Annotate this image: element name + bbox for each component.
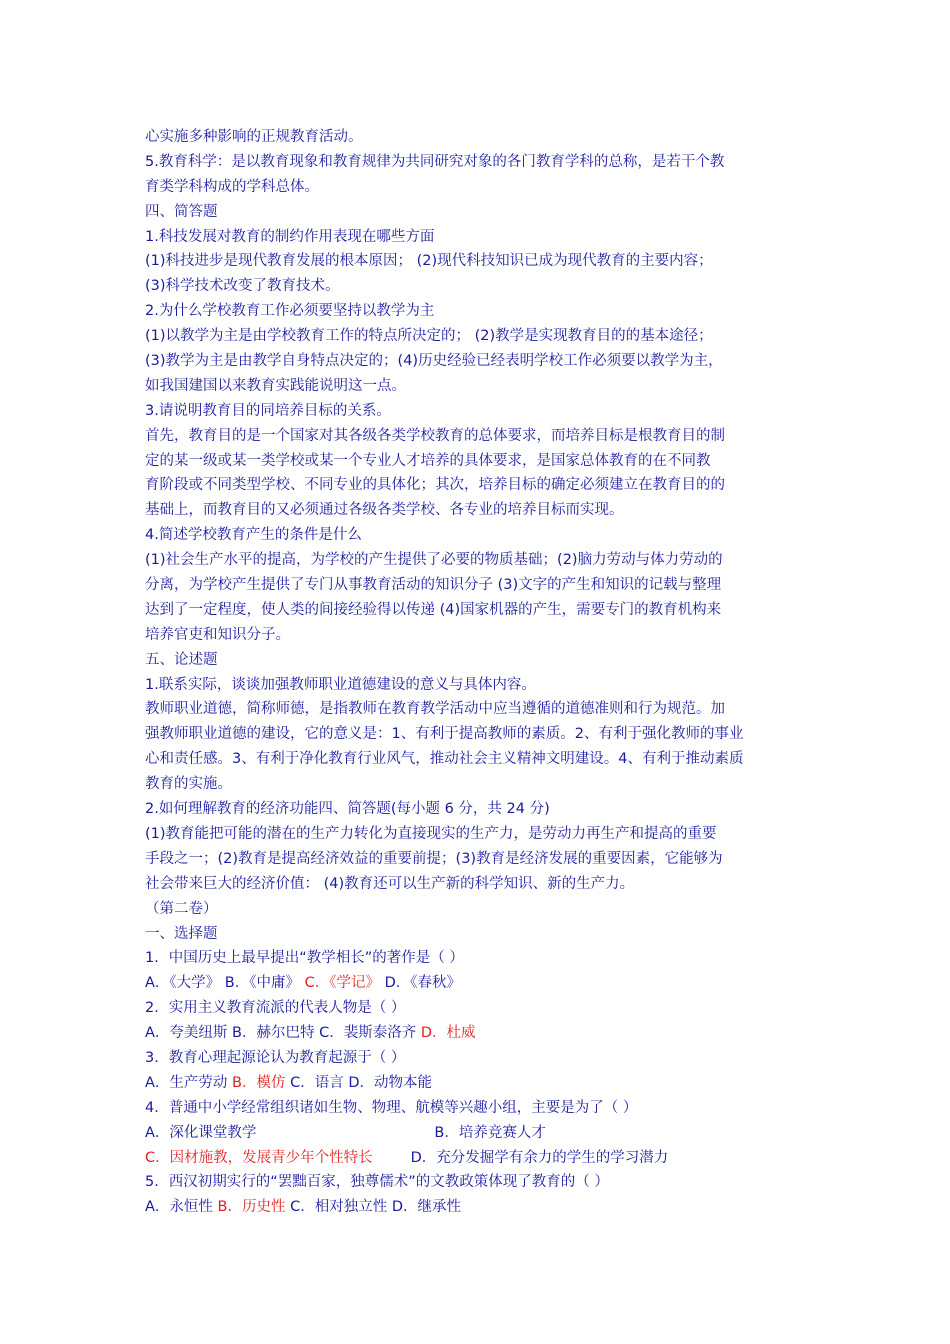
q1-option-c-answer: C．《学记》: [304, 975, 385, 992]
q2-stem: 2．实用主义教育流派的代表人物是（ ）: [145, 1000, 406, 1017]
q2-option-c: C．裴斯泰洛齐: [319, 1025, 421, 1042]
text-line: 一、选择题: [145, 925, 218, 942]
text-line: 社会带来巨大的经济价值： (4)教育还可以生产新的科学知识、新的生产力。: [145, 875, 635, 892]
text-line: 2.为什么学校教育工作必须要坚持以教学为主: [145, 303, 435, 320]
q2-option-b: B．赫尔巴特: [232, 1025, 320, 1042]
q5-option-d: D．继承性: [391, 1199, 461, 1216]
text-line: 教师职业道德，简称师德，是指教师在教育教学活动中应当遵循的道德准则和行为规范。加: [145, 701, 725, 718]
q3-option-c: C．语言: [290, 1074, 349, 1091]
text-line: 教育的实施。: [145, 776, 232, 793]
text-line: 1.科技发展对教育的制约作用表现在哪些方面: [145, 228, 435, 245]
text-line: 强教师职业道德的建设，它的意义是：1、有利于提高教师的素质。2、有利于强化教师的事业: [145, 726, 744, 743]
text-line: 2.如何理解教育的经济功能四、简答题(每小题 6 分，共 24 分): [145, 801, 550, 818]
q4-option-c-answer: C．因材施教，发展青少年个性特长: [145, 1149, 373, 1166]
q3-option-b-answer: B．模仿: [232, 1074, 291, 1091]
text-line: 育阶段或不同类型学校、不同专业的具体化；其次，培养目标的确定必须建立在教育目的的: [145, 477, 725, 494]
text-line: 心和责任感。3、有利于净化教育行业风气，推动社会主义精神文明建设。4、有利于推动素质: [145, 751, 744, 768]
text-line: 育类学科构成的学科总体。: [145, 178, 319, 195]
q4-option-a: A．深化课堂教学: [145, 1124, 257, 1141]
q3-options: [145, 1071, 813, 1096]
text-line: 基础上，而教育目的又必须通过各级各类学校、各专业的培养目标而实现。: [145, 502, 624, 519]
text-body: [145, 125, 813, 971]
text-line: (3)科学技术改变了教育技术。: [145, 278, 340, 295]
text-line: （第二卷）: [145, 900, 218, 917]
text-line: 手段之一；(2)教育是提高经济效益的重要前提；(3)教育是经济发展的重要因素，它能够为: [145, 850, 723, 867]
text-line: 心实施多种影响的正规教育活动。: [145, 129, 363, 145]
text-line: (1)社会生产水平的提高，为学校的产生提供了必要的物质基础；(2)脑力劳动与体力劳动的: [145, 552, 723, 569]
text-line: 五、论述题: [145, 651, 218, 668]
q1-option-a: A．《大学》: [145, 975, 225, 992]
text-line: 1．中国历史上最早提出“教学相长”的著作是（ ）: [145, 950, 464, 967]
text-line: 3.请说明教育目的同培养目标的关系。: [145, 402, 391, 419]
text-line: 如我国建国以来教育实践能说明这一点。: [145, 377, 406, 394]
q4-option-b: B．培养竞赛人才: [434, 1124, 546, 1141]
q4-stem: 4．普通中小学经常组织诸如生物、物理、航模等兴趣小组，主要是为了（ ）: [145, 1099, 638, 1116]
text-line: 1.联系实际，谈谈加强教师职业道德建设的意义与具体内容。: [145, 676, 536, 693]
q4-options-row2: [145, 1146, 813, 1171]
q5-stem: 5．西汉初期实行的“罢黜百家，独尊儒术”的文教政策体现了教育的（ ）: [145, 1174, 609, 1191]
q3-option-a: A．生产劳动: [145, 1074, 233, 1091]
q3-option-d: D．动物本能: [348, 1074, 432, 1091]
text-line: 4.简述学校教育产生的条件是什么: [145, 527, 362, 544]
q5-option-b-answer: B．历史性: [217, 1199, 291, 1216]
text-line: 培养官吏和知识分子。: [145, 626, 290, 643]
q1-option-d: D．《春秋》: [384, 975, 461, 992]
text-line: 四、简答题: [145, 203, 218, 220]
text-line: 5.教育科学：是以教育现象和教育规律为共同研究对象的各门教育学科的总称，是若干个教: [145, 153, 725, 170]
q5-option-a: A．永恒性: [145, 1199, 218, 1216]
q1-options: [145, 971, 813, 996]
q4-option-d: D．充分发掘学有余力的学生的学习潜力: [410, 1149, 669, 1166]
text-line: 定的某一级或某一类学校或某一个专业人才培养的具体要求，是国家总体教育的在不同教: [145, 452, 711, 469]
q5-options: [145, 1195, 813, 1220]
text-line: (3)教学为主是由教学自身特点决定的；(4)历史经验已经表明学校工作必须要以教学为主，: [145, 353, 723, 370]
text-line: (1)教育能把可能的潜在的生产力转化为直接现实的生产力，是劳动力再生产和提高的重要: [145, 825, 717, 842]
text-line: 分离，为学校产生提供了专门从事教育活动的知识分子 (3)文字的产生和知识的记载与整理: [145, 577, 722, 594]
q3-stem: 3．教育心理起源论认为教育起源于（ ）: [145, 1049, 406, 1066]
q2-options: [145, 1021, 813, 1046]
text-line: (1)科技进步是现代教育发展的根本原因； (2)现代科技知识已成为现代教育的主要内容；: [145, 253, 713, 270]
q1-option-b: B．《中庸》: [224, 975, 305, 992]
q2-option-a: A．夸美纽斯: [145, 1025, 233, 1042]
text-line: 达到了一定程度，使人类的间接经验得以传递 (4)国家机器的产生，需要专门的教育机构来: [145, 601, 722, 618]
q5-option-c: C．相对独立性: [290, 1199, 392, 1216]
q4-options-row1: [145, 1121, 813, 1146]
text-line: 首先，教育目的是一个国家对其各级各类学校教育的总体要求，而培养目标是根教育目的制: [145, 427, 725, 444]
q2-option-d-answer: D．杜威: [420, 1025, 476, 1042]
text-line: (1)以教学为主是由学校教育工作的特点所决定的； (2)教学是实现教育目的的基本途径；: [145, 328, 713, 345]
document-page: [145, 125, 813, 1220]
